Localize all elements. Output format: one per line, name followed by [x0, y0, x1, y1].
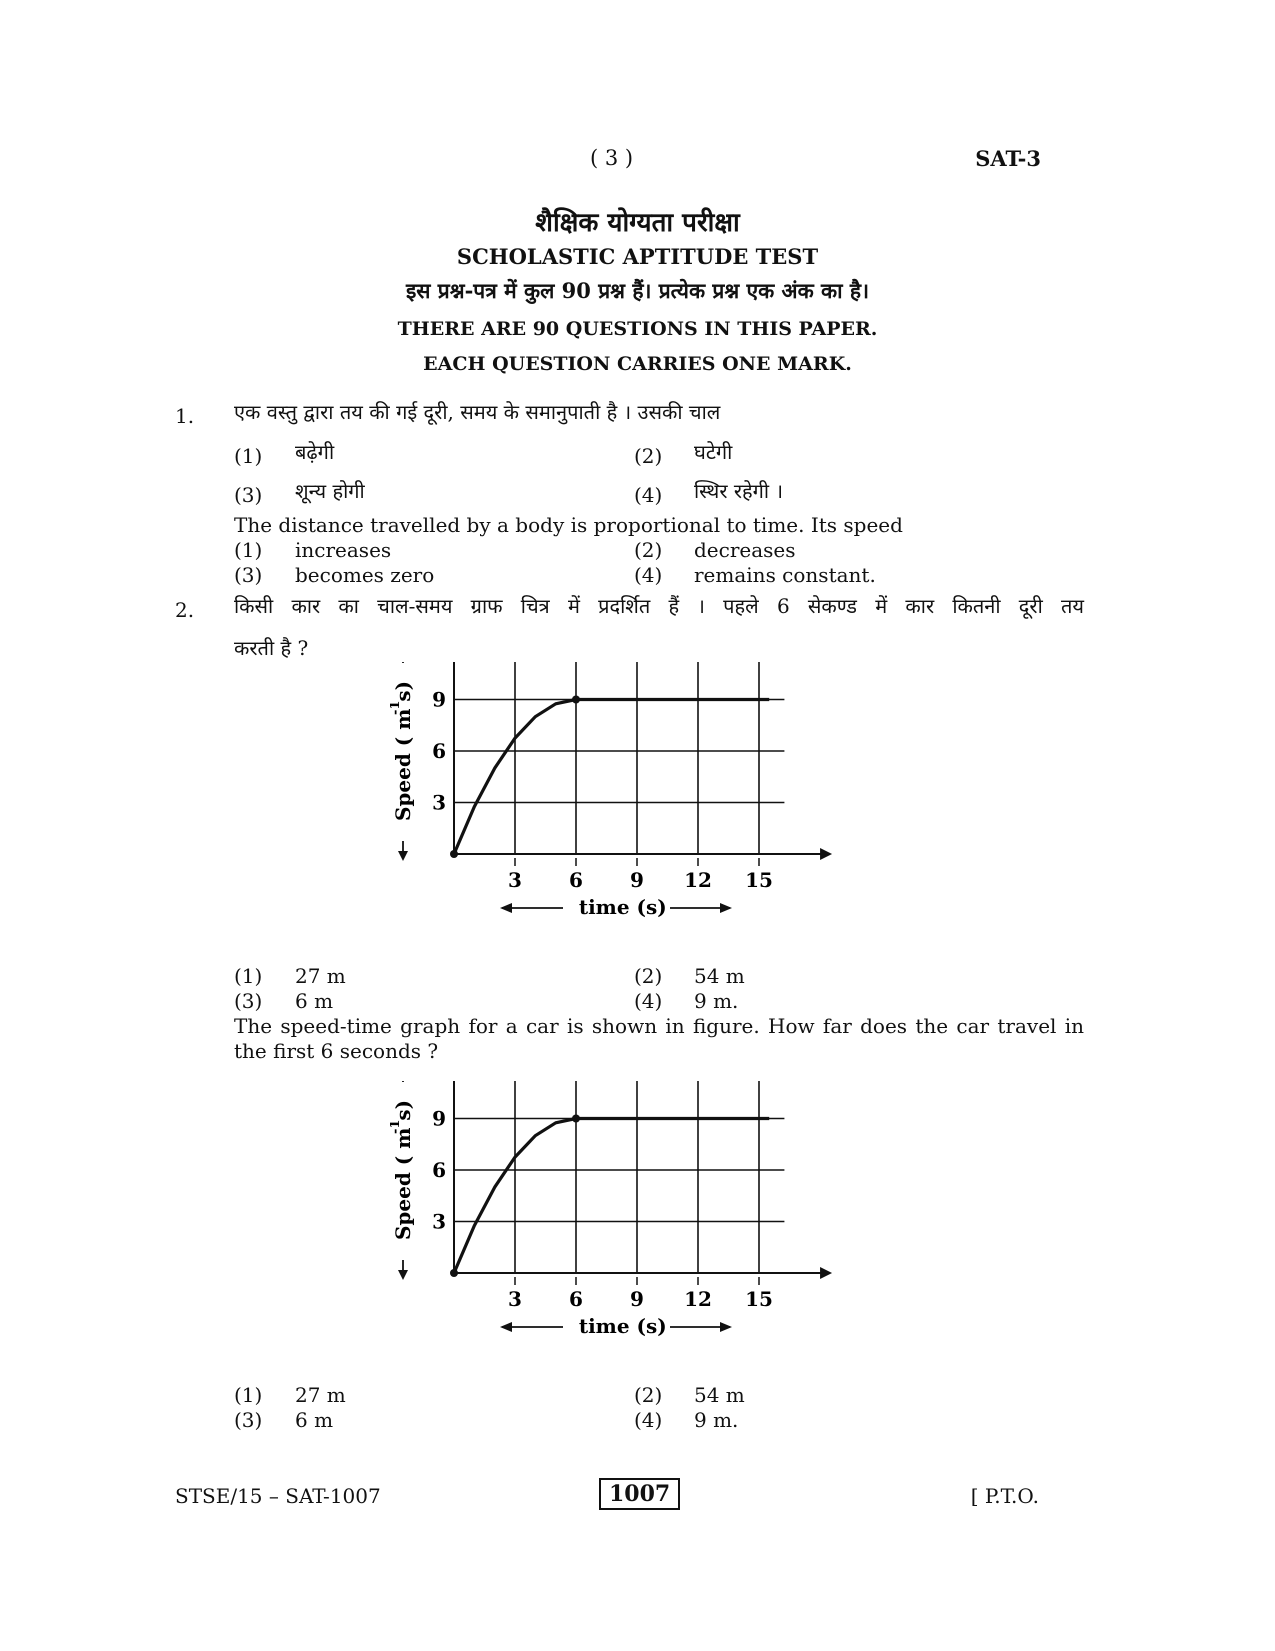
q1-en-option-2-num: (2) — [634, 538, 663, 562]
paper-code: SAT-3 — [975, 146, 1041, 171]
x-label-arrowhead-right — [720, 1322, 732, 1332]
q1-hi-option-3-num: (3) — [234, 483, 263, 507]
x-tick-label: 3 — [508, 1287, 522, 1311]
y-label-arrowhead-down — [398, 1270, 408, 1280]
y-axis-label-exponent: -1 — [390, 1119, 403, 1134]
y-axis-label-exponent: -1 — [390, 700, 403, 715]
speed-curve — [454, 1119, 769, 1274]
q2-option-3-num: (3) — [234, 989, 263, 1013]
x-tick-label: 15 — [745, 868, 773, 892]
x-tick-label: 6 — [569, 1287, 583, 1311]
q2-en-option-4-num: (4) — [634, 1408, 663, 1432]
q2-en-option-3[interactable]: 6 m — [295, 1408, 334, 1432]
q1-hi-option-4-num: (4) — [634, 483, 663, 507]
y-label-arrowhead-down — [398, 851, 408, 861]
speed-curve — [454, 700, 769, 855]
q1-hi-option-1-num: (1) — [234, 444, 263, 468]
x-tick-label: 6 — [569, 868, 583, 892]
q2-option-3[interactable]: 6 m — [295, 989, 334, 1013]
x-label-arrowhead-left — [500, 1322, 512, 1332]
q2-en-option-3-num: (3) — [234, 1408, 263, 1432]
y-axis-label: Speed ( m s) — [391, 680, 415, 822]
y-tick-label: 9 — [432, 687, 446, 712]
q2-option-2[interactable]: 54 m — [694, 964, 745, 988]
x-axis-arrow — [820, 848, 832, 860]
q1-en-option-4[interactable]: remains constant. — [694, 563, 876, 587]
data-point-origin — [450, 850, 458, 858]
q2-option-4[interactable]: 9 m. — [694, 989, 739, 1013]
y-axis-label-group — [390, 1081, 415, 1280]
question-1-number: 1. — [175, 404, 195, 428]
y-tick-label: 6 — [432, 739, 446, 763]
instructions-english-2: EACH QUESTION CARRIES ONE MARK. — [423, 353, 852, 375]
q2-option-1[interactable]: 27 m — [295, 964, 346, 988]
x-tick-label: 9 — [630, 868, 644, 892]
footer-pto: [ P.T.O. — [970, 1484, 1039, 1508]
q2-en-option-4[interactable]: 9 m. — [694, 1408, 739, 1432]
x-tick-label: 15 — [745, 1287, 773, 1311]
q1-hi-option-2-num: (2) — [634, 444, 663, 468]
q2-option-1-num: (1) — [234, 964, 263, 988]
x-label-arrowhead-right — [720, 903, 732, 913]
x-axis-arrow — [820, 1267, 832, 1279]
q1-hi-option-3[interactable]: शून्य होगी — [295, 479, 365, 503]
q2-en-option-1-num: (1) — [234, 1383, 263, 1407]
speed-time-graph-1 — [390, 662, 870, 964]
data-point-origin — [450, 1269, 458, 1277]
q1-hi-option-2[interactable]: घटेगी — [694, 440, 733, 464]
q1-hi-option-1[interactable]: बढ़ेगी — [295, 440, 335, 464]
x-axis-label: time (s) — [578, 1314, 667, 1338]
instructions-hindi: इस प्रश्न-पत्र में कुल 90 प्रश्न हैं। प्रत्येक प्रश्न एक अंक का है। — [405, 278, 870, 303]
q2-en-option-1[interactable]: 27 m — [295, 1383, 346, 1407]
y-tick-label: 6 — [432, 1158, 446, 1182]
question-2-english-line-1: The speed-time graph for a car is shown in figure. How far does the car travel in — [234, 1014, 1084, 1038]
title-english: SCHOLASTIC APTITUDE TEST — [456, 244, 819, 269]
q1-en-option-4-num: (4) — [634, 563, 663, 587]
q2-en-option-2-num: (2) — [634, 1383, 663, 1407]
page-number: ( 3 ) — [590, 146, 634, 170]
x-axis-label: time (s) — [578, 895, 667, 919]
y-tick-label: 9 — [432, 1106, 446, 1131]
data-point-6s — [572, 696, 580, 704]
x-tick-label: 3 — [508, 868, 522, 892]
y-axis-label: Speed ( m s) — [391, 1099, 415, 1241]
speed-time-graph-2 — [390, 1081, 870, 1383]
x-label-arrowhead-left — [500, 903, 512, 913]
footer-paper-id: STSE/15 – SAT-1007 — [175, 1484, 381, 1508]
x-tick-label: 12 — [684, 868, 712, 892]
q2-en-option-2[interactable]: 54 m — [694, 1383, 745, 1407]
y-tick-label: 3 — [432, 790, 446, 815]
question-1-english: The distance travelled by a body is proportional to time. Its speed — [234, 513, 903, 537]
q1-hi-option-4[interactable]: स्थिर रहेगी । — [694, 479, 784, 503]
q1-en-option-1-num: (1) — [234, 538, 263, 562]
question-2-english-line-2: the first 6 seconds ? — [234, 1039, 439, 1063]
y-tick-label: 3 — [432, 1209, 446, 1234]
y-axis-label-group — [390, 662, 415, 861]
q1-en-option-1[interactable]: increases — [295, 538, 392, 562]
question-2-hindi-line-2: करती है ? — [234, 636, 309, 660]
title-hindi: शैक्षिक योग्यता परीक्षा — [535, 208, 740, 238]
data-point-6s — [572, 1115, 580, 1123]
question-2-number: 2. — [175, 598, 195, 622]
q1-en-option-3-num: (3) — [234, 563, 263, 587]
question-1-hindi: एक वस्तु द्वारा तय की गई दूरी, समय के समानुपाती है । उसकी चाल — [234, 400, 721, 424]
q1-en-option-2[interactable]: decreases — [694, 538, 796, 562]
q2-option-2-num: (2) — [634, 964, 663, 988]
q1-en-option-3[interactable]: becomes zero — [295, 563, 435, 587]
instructions-english-1: THERE ARE 90 QUESTIONS IN THIS PAPER. — [397, 318, 878, 340]
x-tick-label: 9 — [630, 1287, 644, 1311]
q2-option-4-num: (4) — [634, 989, 663, 1013]
footer-page-box: 1007 — [599, 1478, 680, 1510]
question-2-hindi-line-1: किसी कार का चाल-समय ग्राफ चित्र में प्रदर्शित हैं । पहले 6 सेकण्ड में कार कितनी दूरी तय — [234, 594, 1084, 618]
x-tick-label: 12 — [684, 1287, 712, 1311]
